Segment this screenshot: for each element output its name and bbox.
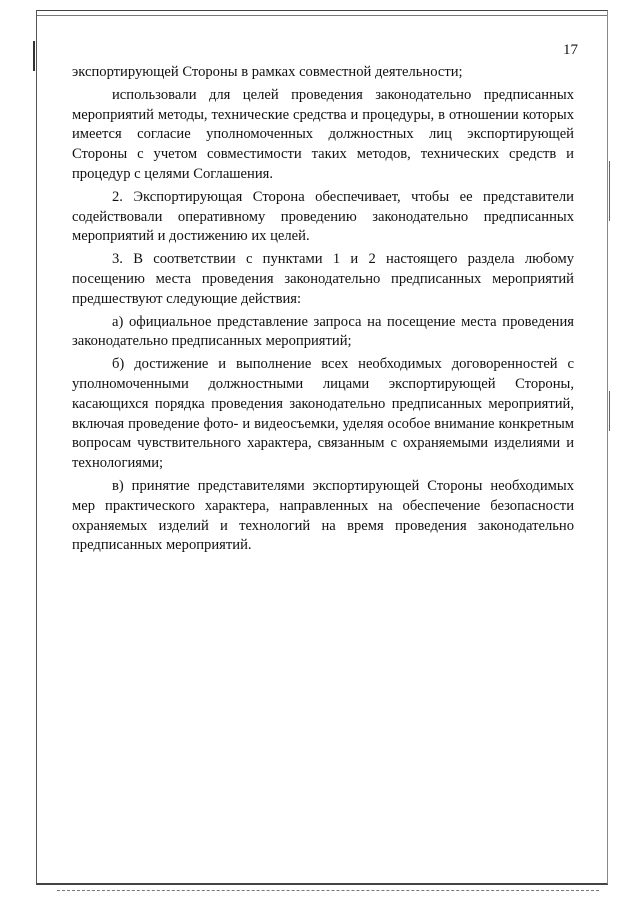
scan-border-line (37, 15, 607, 16)
scan-margin-mark (609, 391, 610, 431)
paragraph-clause-2: 2. Экспортирующая Сторона обеспечивает, чтобы ее представители содействовали оперативному проведению законодательно предписанных мероприятий и достижению их целей. (72, 188, 574, 245)
scan-margin-mark (33, 41, 35, 71)
page-number: 17 (563, 42, 578, 58)
paragraph-subitem-b: б) достижение и выполнение всех необходимых договоренностей с уполномоченными должностными лицами экспортирующей Стороны, касающихся порядка проведения законодательно предписанных мероприятий, включая проведение фото- и видеосъемки, уделяя особое внимание конкретным вопросам чувствительного характера, связанным с охраняемыми изделиями и технологиями; (72, 356, 574, 472)
scan-margin-mark (609, 161, 610, 221)
paragraph-continuation: экспортирующей Стороны в рамках совместной деятельности; (72, 64, 463, 80)
paragraph-subitem-a: а) официальное представление запроса на посещение места проведения законодательно предписанных мероприятий; (72, 313, 574, 350)
scan-border-line (57, 890, 599, 891)
paragraph: использовали для целей проведения законодательно предписанных мероприятий методы, технические средства и процедуры, в отношении которых имеется согласие уполномоченных должностных лиц экспортирующей Стороны с учетом совместимости таких методов, технических средств и процедур с целями Соглашения. (72, 86, 574, 182)
paragraph-subitem-v: в) принятие представителями экспортирующей Стороны необходимых мер практического характера, направленных на обеспечение безопасности охраняемых изделий и технологий на время проведения законодательно предписанных мероприятий. (72, 477, 574, 554)
document-body (72, 63, 574, 559)
paragraph-clause-3: 3. В соответствии с пунктами 1 и 2 настоящего раздела любому посещению места проведения законодательно предписанных мероприятий предшествуют следующие действия: (72, 251, 574, 307)
